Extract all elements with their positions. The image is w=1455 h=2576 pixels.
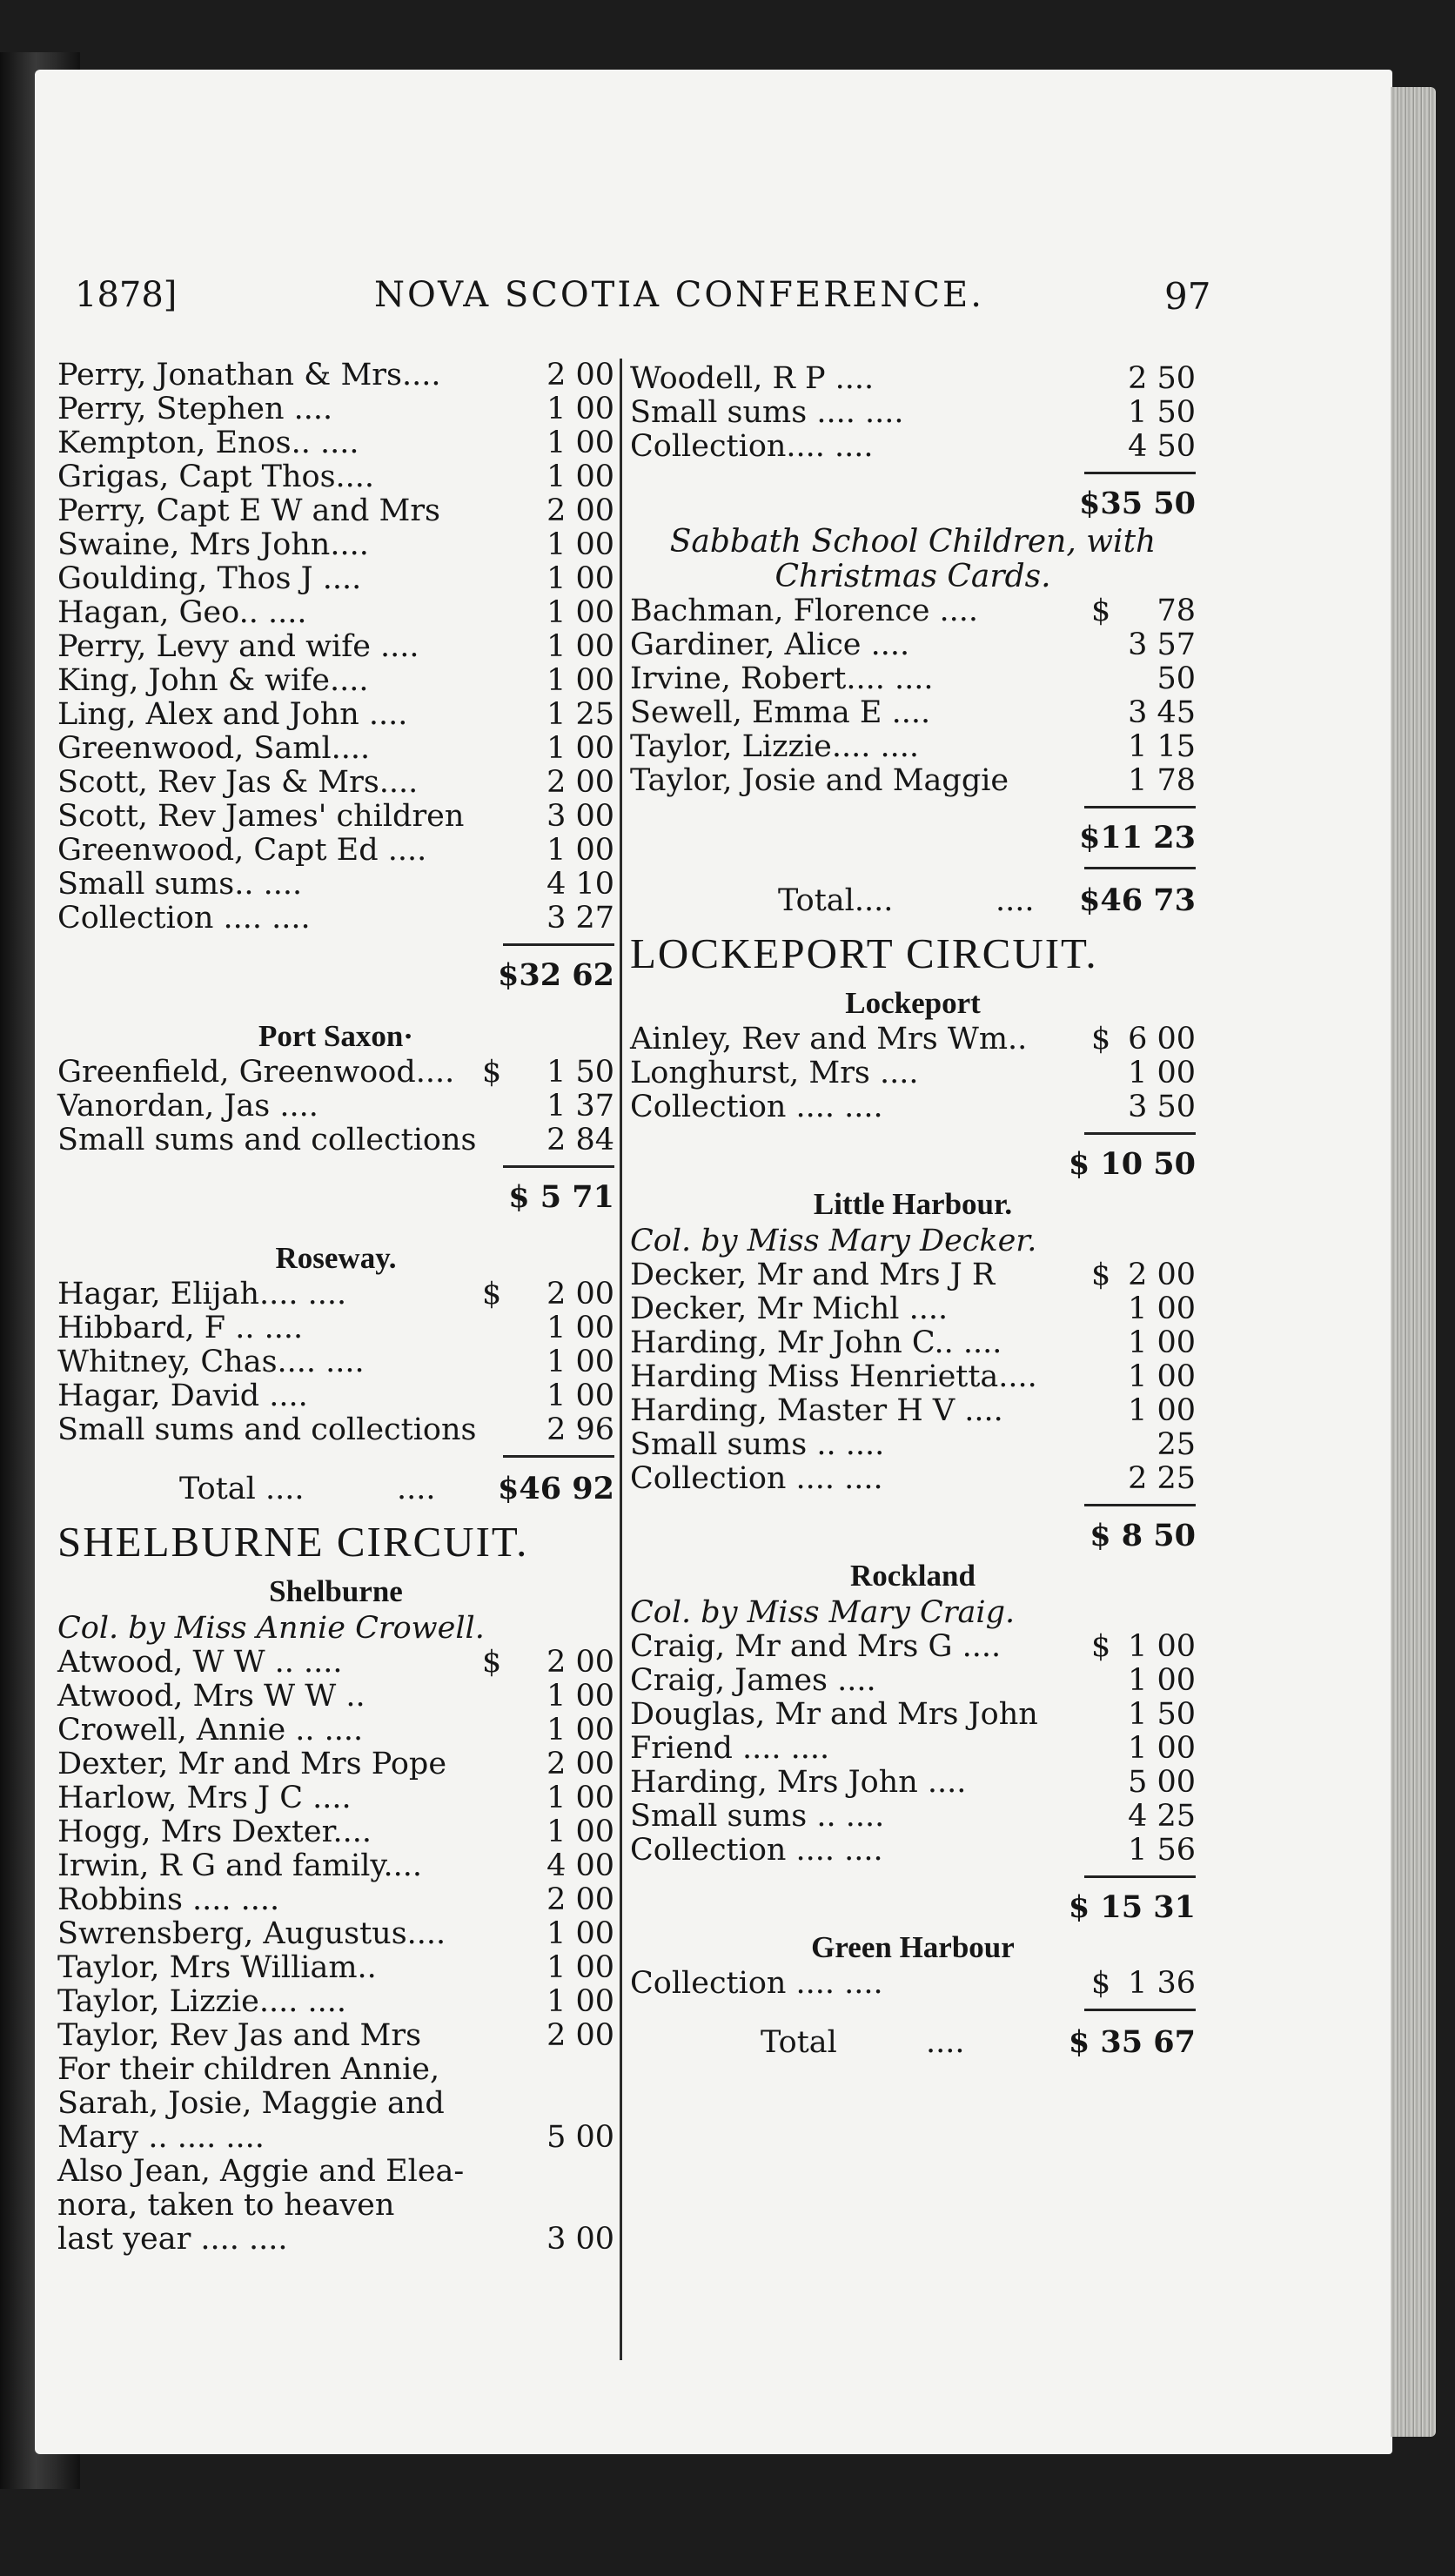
donor-row bbox=[630, 628, 1196, 662]
donation-amount: 1 00 bbox=[1128, 1291, 1196, 1326]
donation-amount: 6 00 bbox=[1128, 1022, 1196, 1057]
donation-amount: 2 00 bbox=[1128, 1258, 1196, 1292]
children-amount: 5 00 bbox=[546, 2120, 614, 2155]
donor-row bbox=[57, 460, 614, 494]
donor-row bbox=[57, 426, 614, 460]
donation-amount: 1 00 bbox=[546, 1345, 614, 1379]
subtotal-amount: $ 8 50 bbox=[1090, 1518, 1196, 1553]
donor-name: Craig, Mr and Mrs G .... bbox=[630, 1629, 1002, 1664]
subtotal-rule bbox=[630, 798, 1196, 817]
dollar-sign: $ bbox=[482, 1277, 502, 1311]
donation-amount: 4 10 bbox=[546, 867, 614, 902]
donor-name: Collection .... .... bbox=[630, 1090, 883, 1124]
donor-name: Woodell, R P .... bbox=[630, 361, 875, 396]
donation-amount: 2 25 bbox=[1128, 1461, 1196, 1496]
donor-row bbox=[57, 902, 614, 936]
donor-row bbox=[630, 1428, 1196, 1462]
donor-name: Douglas, Mr and Mrs John bbox=[630, 1697, 1038, 1732]
donor-row bbox=[57, 1781, 614, 1815]
section-heading-port-saxon: Port Saxon· bbox=[258, 1019, 413, 1053]
donation-amount: 50 bbox=[1157, 661, 1196, 696]
sabbath-list bbox=[630, 594, 1196, 798]
donor-row bbox=[57, 664, 614, 698]
donor-name: King, John & wife.... bbox=[57, 663, 369, 698]
section-heading-rockland: Rockland bbox=[850, 1559, 976, 1593]
green-harbour-list bbox=[630, 1967, 1196, 2001]
donation-amount: 2 00 bbox=[546, 493, 614, 528]
donor-name: Perry, Jonathan & Mrs.... bbox=[57, 358, 441, 392]
donor-name: Hagan, Geo.. .... bbox=[57, 595, 307, 630]
donor-row bbox=[57, 766, 614, 800]
donor-name: Hagar, Elijah.... .... bbox=[57, 1277, 347, 1311]
donor-row bbox=[57, 359, 614, 392]
donor-row bbox=[630, 430, 1196, 464]
donor-row bbox=[630, 1630, 1196, 1664]
donor-name: Harding, Mrs John .... bbox=[630, 1765, 967, 1800]
donation-amount: 1 00 bbox=[546, 561, 614, 596]
subtotal-amount: $ 15 31 bbox=[1068, 1889, 1196, 1925]
donor-name: Sewell, Emma E .... bbox=[630, 695, 931, 730]
donor-name: Crowell, Annie .. .... bbox=[57, 1713, 364, 1748]
spacer bbox=[57, 996, 614, 1017]
roseway-list bbox=[57, 1278, 614, 1447]
donor-name: Greenfield, Greenwood.... bbox=[57, 1055, 455, 1090]
donation-amount: 1 36 bbox=[1128, 1966, 1196, 2001]
donor-name: Kempton, Enos.. .... bbox=[57, 426, 359, 460]
sabbath-heading-line2: Christmas Cards. bbox=[774, 559, 1051, 594]
donor-row bbox=[57, 1985, 614, 2019]
subtotal-row bbox=[630, 483, 1196, 525]
donor-name: Greenwood, Saml.... bbox=[57, 731, 371, 766]
text-line: last year .... .... bbox=[57, 2222, 288, 2257]
donor-row bbox=[57, 2019, 614, 2053]
collector-note: Col. by Miss Mary Craig. bbox=[630, 1595, 1016, 1630]
donor-name: Small sums .. .... bbox=[630, 1427, 885, 1462]
donor-name: Gardiner, Alice .... bbox=[630, 627, 910, 662]
donor-row bbox=[57, 392, 614, 426]
donor-row bbox=[57, 1345, 614, 1379]
donor-row bbox=[57, 1815, 614, 1849]
donor-name: Taylor, Lizzie.... .... bbox=[57, 1984, 347, 2019]
donation-amount: 1 56 bbox=[1128, 1833, 1196, 1868]
subtotal-row bbox=[57, 1177, 614, 1218]
shelburne-list bbox=[57, 1646, 614, 2053]
donor-row bbox=[57, 630, 614, 664]
donation-amount: 1 50 bbox=[1128, 395, 1196, 430]
subtotal-row bbox=[630, 1887, 1196, 1929]
also-text bbox=[57, 2155, 614, 2257]
left-column bbox=[57, 359, 614, 2257]
donor-name: Collection .... .... bbox=[630, 1966, 883, 2001]
donor-name: Longhurst, Mrs .... bbox=[630, 1056, 919, 1090]
subtotal-rule bbox=[630, 2001, 1196, 2020]
donor-row bbox=[57, 1124, 614, 1157]
donor-name: Small sums .. .... bbox=[630, 1799, 885, 1834]
donor-row bbox=[630, 662, 1196, 696]
donor-row bbox=[57, 1379, 614, 1413]
little-harbour-list bbox=[630, 1258, 1196, 1496]
donor-row bbox=[630, 1090, 1196, 1124]
subtotal-rule bbox=[630, 859, 1196, 878]
donation-amount: 1 37 bbox=[546, 1089, 614, 1124]
donor-name: Bachman, Florence .... bbox=[630, 594, 979, 628]
donation-amount: 2 00 bbox=[546, 1882, 614, 1917]
donor-name: Ling, Alex and John .... bbox=[57, 697, 408, 732]
donor-row bbox=[630, 1800, 1196, 1834]
donor-row bbox=[630, 594, 1196, 628]
total-label: Total bbox=[761, 2025, 837, 2060]
donor-name: Perry, Stephen .... bbox=[57, 392, 333, 426]
donation-amount: 5 00 bbox=[1128, 1765, 1196, 1800]
subtotal-row bbox=[57, 955, 614, 996]
donor-name: Taylor, Rev Jas and Mrs bbox=[57, 2018, 422, 2053]
total-amount: $46 92 bbox=[498, 1471, 614, 1506]
donor-row bbox=[57, 868, 614, 902]
total-amount: $ 35 67 bbox=[1068, 2024, 1196, 2060]
right-column bbox=[630, 362, 1196, 2065]
donation-amount: 1 50 bbox=[1128, 1697, 1196, 1732]
donation-amount: 1 00 bbox=[546, 392, 614, 426]
also-amount: 3 00 bbox=[546, 2222, 614, 2257]
donor-row bbox=[630, 1360, 1196, 1394]
donation-amount: 78 bbox=[1157, 594, 1196, 628]
donor-name: Irvine, Robert.... .... bbox=[630, 661, 934, 696]
total-row bbox=[630, 2020, 1196, 2065]
donation-amount: 4 25 bbox=[1128, 1799, 1196, 1834]
donor-row bbox=[57, 834, 614, 868]
lockeport-list bbox=[630, 1023, 1196, 1124]
dollar-sign: $ bbox=[482, 1645, 502, 1680]
also-entry bbox=[57, 2155, 614, 2257]
dollar-sign: $ bbox=[1091, 594, 1111, 628]
donor-name: Scott, Rev Jas & Mrs.... bbox=[57, 765, 419, 800]
donation-amount: 1 00 bbox=[546, 1815, 614, 1849]
subtotal-rule bbox=[57, 1447, 614, 1466]
donor-row bbox=[630, 1664, 1196, 1698]
donation-amount: 2 00 bbox=[546, 1645, 614, 1680]
donor-row bbox=[57, 732, 614, 766]
donor-name: Ainley, Rev and Mrs Wm.. bbox=[630, 1022, 1028, 1057]
subtotal-row bbox=[630, 1144, 1196, 1185]
donation-amount: 1 78 bbox=[1128, 763, 1196, 798]
dollar-sign: $ bbox=[1091, 1629, 1111, 1664]
donor-row bbox=[57, 562, 614, 596]
total-label: Total.... bbox=[778, 883, 894, 918]
donor-row bbox=[630, 1732, 1196, 1766]
section-heading-lockeport: Lockeport bbox=[845, 986, 981, 1020]
donor-name: Collection .... .... bbox=[630, 1461, 883, 1496]
donation-amount: 1 00 bbox=[546, 731, 614, 766]
donor-name: Robbins .... .... bbox=[57, 1882, 280, 1917]
donor-row bbox=[630, 1292, 1196, 1326]
donor-row bbox=[57, 1090, 614, 1124]
donor-row bbox=[630, 362, 1196, 396]
donor-name: Irwin, R G and family.... bbox=[57, 1848, 423, 1883]
spacer bbox=[57, 1218, 614, 1239]
donor-row bbox=[630, 730, 1196, 764]
donor-name: Harding Miss Henrietta.... bbox=[630, 1359, 1037, 1394]
donor-name: Goulding, Thos J .... bbox=[57, 561, 362, 596]
donation-amount: 1 00 bbox=[1128, 1325, 1196, 1360]
donation-amount: 1 00 bbox=[546, 1984, 614, 2019]
subtotal-rule bbox=[630, 464, 1196, 483]
donor-name: Hogg, Mrs Dexter.... bbox=[57, 1815, 372, 1849]
total-dots: .... bbox=[926, 2025, 965, 2060]
subtotal-rule bbox=[57, 1157, 614, 1177]
collector-note: Col. by Miss Mary Decker. bbox=[630, 1224, 1037, 1258]
dollar-sign: $ bbox=[1091, 1966, 1111, 2001]
subtotal-amount: $ 5 71 bbox=[508, 1179, 614, 1215]
donation-amount: 1 00 bbox=[1128, 1359, 1196, 1394]
donor-name: Small sums.. .... bbox=[57, 867, 303, 902]
donor-row bbox=[57, 800, 614, 834]
sabbath-heading-line1: Sabbath School Children, with bbox=[669, 524, 1157, 560]
donation-amount: 1 00 bbox=[546, 460, 614, 494]
total-dots: .... bbox=[397, 1472, 436, 1506]
donor-name: Hagar, David .... bbox=[57, 1379, 308, 1413]
subtotal-row bbox=[630, 817, 1196, 859]
donation-amount: 1 00 bbox=[546, 1916, 614, 1951]
donation-amount: 1 00 bbox=[1128, 1731, 1196, 1766]
donation-amount: 3 50 bbox=[1128, 1090, 1196, 1124]
donation-amount: 2 00 bbox=[546, 765, 614, 800]
donor-name: Atwood, Mrs W W .. bbox=[57, 1679, 365, 1714]
donor-name: Friend .... .... bbox=[630, 1731, 830, 1766]
rockland-list bbox=[630, 1630, 1196, 1868]
section-heading-green-harbour: Green Harbour bbox=[811, 1930, 1015, 1964]
donor-name: Taylor, Lizzie.... .... bbox=[630, 729, 920, 764]
donor-name: Vanordan, Jas .... bbox=[57, 1089, 318, 1124]
donation-amount: 2 00 bbox=[546, 358, 614, 392]
donor-name: Hibbard, F .. .... bbox=[57, 1311, 304, 1345]
donor-name: Harding, Master H V .... bbox=[630, 1393, 1003, 1428]
donation-amount: 1 00 bbox=[546, 1679, 614, 1714]
subtotal-rule bbox=[630, 1868, 1196, 1887]
donor-name: Harding, Mr John C.. .... bbox=[630, 1325, 1002, 1360]
donor-name: Craig, James .... bbox=[630, 1663, 876, 1698]
donor-row bbox=[57, 1917, 614, 1951]
donor-name: Harlow, Mrs J C .... bbox=[57, 1781, 352, 1815]
donation-amount: 1 00 bbox=[1128, 1663, 1196, 1698]
dollar-sign: $ bbox=[1091, 1022, 1111, 1057]
donor-row bbox=[57, 1278, 614, 1311]
donor-name: Whitney, Chas.... .... bbox=[57, 1345, 365, 1379]
donor-row bbox=[57, 1951, 614, 1985]
text-line: Also Jean, Aggie and Elea- bbox=[57, 2154, 465, 2189]
donor-row bbox=[630, 396, 1196, 430]
port-saxon-list bbox=[57, 1056, 614, 1157]
donor-row bbox=[630, 1326, 1196, 1360]
section-heading-little-harbour: Little Harbour. bbox=[813, 1187, 1013, 1221]
donor-name: Taylor, Josie and Maggie bbox=[630, 763, 1009, 798]
header-year: 1878] bbox=[75, 275, 178, 315]
donation-amount: 1 00 bbox=[546, 1950, 614, 1985]
donor-name: Grigas, Capt Thos.... bbox=[57, 460, 375, 494]
donation-amount: 1 00 bbox=[546, 527, 614, 562]
donation-amount: 1 00 bbox=[546, 1781, 614, 1815]
donation-amount: 1 00 bbox=[546, 629, 614, 664]
donation-amount: 3 45 bbox=[1128, 695, 1196, 730]
donation-amount: 1 00 bbox=[546, 426, 614, 460]
donor-name: Swrensberg, Augustus.... bbox=[57, 1916, 446, 1951]
donor-row bbox=[57, 1413, 614, 1447]
donor-name: Greenwood, Capt Ed .... bbox=[57, 833, 427, 868]
donor-row bbox=[57, 1748, 614, 1781]
subtotal-amount: $ 10 50 bbox=[1068, 1146, 1196, 1182]
donor-name: Scott, Rev James' children bbox=[57, 799, 465, 834]
donor-row bbox=[630, 1394, 1196, 1428]
donation-amount: 4 00 bbox=[546, 1848, 614, 1883]
donor-row bbox=[630, 696, 1196, 730]
donor-row bbox=[57, 1311, 614, 1345]
text-line: nora, taken to heaven bbox=[57, 2188, 395, 2223]
donor-row bbox=[630, 1462, 1196, 1496]
donation-amount: 2 96 bbox=[546, 1412, 614, 1447]
donation-amount: 1 00 bbox=[546, 1311, 614, 1345]
donation-amount: 1 00 bbox=[546, 1713, 614, 1748]
donation-amount: 3 27 bbox=[546, 901, 614, 936]
collector-note: Col. by Miss Annie Crowell. bbox=[57, 1611, 485, 1646]
donation-amount: 1 00 bbox=[546, 595, 614, 630]
total-dots: .... bbox=[996, 883, 1035, 918]
donation-amount: 2 84 bbox=[546, 1123, 614, 1157]
donor-row bbox=[630, 1698, 1196, 1732]
donor-row bbox=[57, 528, 614, 562]
donation-amount: 1 00 bbox=[1128, 1056, 1196, 1090]
dollar-sign: $ bbox=[1091, 1258, 1111, 1292]
donor-name: Collection.... .... bbox=[630, 429, 874, 464]
donor-row bbox=[57, 1714, 614, 1748]
left-donor-list bbox=[57, 359, 614, 936]
subtotal-rule bbox=[630, 1496, 1196, 1515]
text-line: Mary .. .... .... bbox=[57, 2120, 265, 2155]
subtotal-rule bbox=[630, 1124, 1196, 1144]
donor-row bbox=[57, 1646, 614, 1680]
total-label: Total .... bbox=[179, 1472, 305, 1506]
subtotal-amount: $35 50 bbox=[1079, 486, 1196, 521]
section-heading-roseway: Roseway. bbox=[275, 1241, 397, 1275]
donor-row bbox=[630, 1834, 1196, 1868]
donation-amount: 2 00 bbox=[546, 1277, 614, 1311]
donor-row bbox=[57, 494, 614, 528]
subtotal-rule bbox=[57, 936, 614, 955]
donor-row bbox=[57, 1056, 614, 1090]
donor-row bbox=[57, 698, 614, 732]
donor-name: Perry, Capt E W and Mrs bbox=[57, 493, 441, 528]
donation-amount: 1 00 bbox=[546, 1379, 614, 1413]
donor-row bbox=[630, 1023, 1196, 1057]
donor-row bbox=[57, 596, 614, 630]
circuit-title-shelburne: SHELBURNE CIRCUIT. bbox=[57, 1518, 529, 1566]
donation-amount: 1 15 bbox=[1128, 729, 1196, 764]
donation-amount: 1 50 bbox=[546, 1055, 614, 1090]
page-number: 97 bbox=[1164, 275, 1211, 318]
donor-name: Decker, Mr Michl .... bbox=[630, 1291, 949, 1326]
donation-amount: 1 00 bbox=[546, 663, 614, 698]
children-entry bbox=[57, 2053, 614, 2155]
donation-amount: 3 00 bbox=[546, 799, 614, 834]
donor-row bbox=[57, 1680, 614, 1714]
donation-amount: 1 00 bbox=[1128, 1393, 1196, 1428]
donor-name: Small sums and collections bbox=[57, 1123, 477, 1157]
donor-row bbox=[57, 1883, 614, 1917]
donor-name: Collection .... .... bbox=[57, 901, 311, 936]
donation-amount: 4 50 bbox=[1128, 429, 1196, 464]
donor-row bbox=[630, 764, 1196, 798]
donor-name: Small sums and collections bbox=[57, 1412, 477, 1447]
donor-row bbox=[630, 1967, 1196, 2001]
text-line: Sarah, Josie, Maggie and bbox=[57, 2086, 445, 2121]
donation-amount: 1 00 bbox=[546, 833, 614, 868]
donation-amount: 1 00 bbox=[1128, 1629, 1196, 1664]
circuit-title-lockeport: LOCKEPORT CIRCUIT. bbox=[630, 929, 1098, 977]
donor-name: Decker, Mr and Mrs J R bbox=[630, 1258, 996, 1292]
header-title: NOVA SCOTIA CONFERENCE. bbox=[374, 275, 984, 315]
donor-name: Perry, Levy and wife .... bbox=[57, 629, 419, 664]
donor-row bbox=[57, 1849, 614, 1883]
total-row bbox=[630, 878, 1196, 923]
subtotal-amount: $11 23 bbox=[1079, 820, 1196, 855]
donor-name: Dexter, Mr and Mrs Pope bbox=[57, 1747, 447, 1781]
donor-row bbox=[630, 1057, 1196, 1090]
donor-name: Collection .... .... bbox=[630, 1833, 883, 1868]
donation-amount: 2 50 bbox=[1128, 361, 1196, 396]
donation-amount: 3 57 bbox=[1128, 627, 1196, 662]
donation-amount: 25 bbox=[1157, 1427, 1196, 1462]
column-divider bbox=[620, 359, 622, 2360]
subtotal-row bbox=[630, 1515, 1196, 1557]
total-row bbox=[57, 1466, 614, 1512]
total-amount: $46 73 bbox=[1079, 882, 1196, 918]
children-text bbox=[57, 2053, 614, 2155]
donation-amount: 2 00 bbox=[546, 2018, 614, 2053]
donation-amount: 2 00 bbox=[546, 1747, 614, 1781]
donation-amount: 1 25 bbox=[546, 697, 614, 732]
donor-row bbox=[630, 1258, 1196, 1292]
donor-name: Swaine, Mrs John.... bbox=[57, 527, 369, 562]
page-edges bbox=[1391, 87, 1436, 2437]
right-donor-list bbox=[630, 362, 1196, 464]
donor-name: Taylor, Mrs William.. bbox=[57, 1950, 377, 1985]
text-line: For their children Annie, bbox=[57, 2052, 440, 2087]
dollar-sign: $ bbox=[482, 1055, 502, 1090]
donor-name: Atwood, W W .. .... bbox=[57, 1645, 343, 1680]
subtotal-amount: $32 62 bbox=[498, 957, 614, 993]
section-heading-shelburne: Shelburne bbox=[269, 1574, 403, 1608]
donor-row bbox=[630, 1766, 1196, 1800]
donor-name: Small sums .... .... bbox=[630, 395, 904, 430]
